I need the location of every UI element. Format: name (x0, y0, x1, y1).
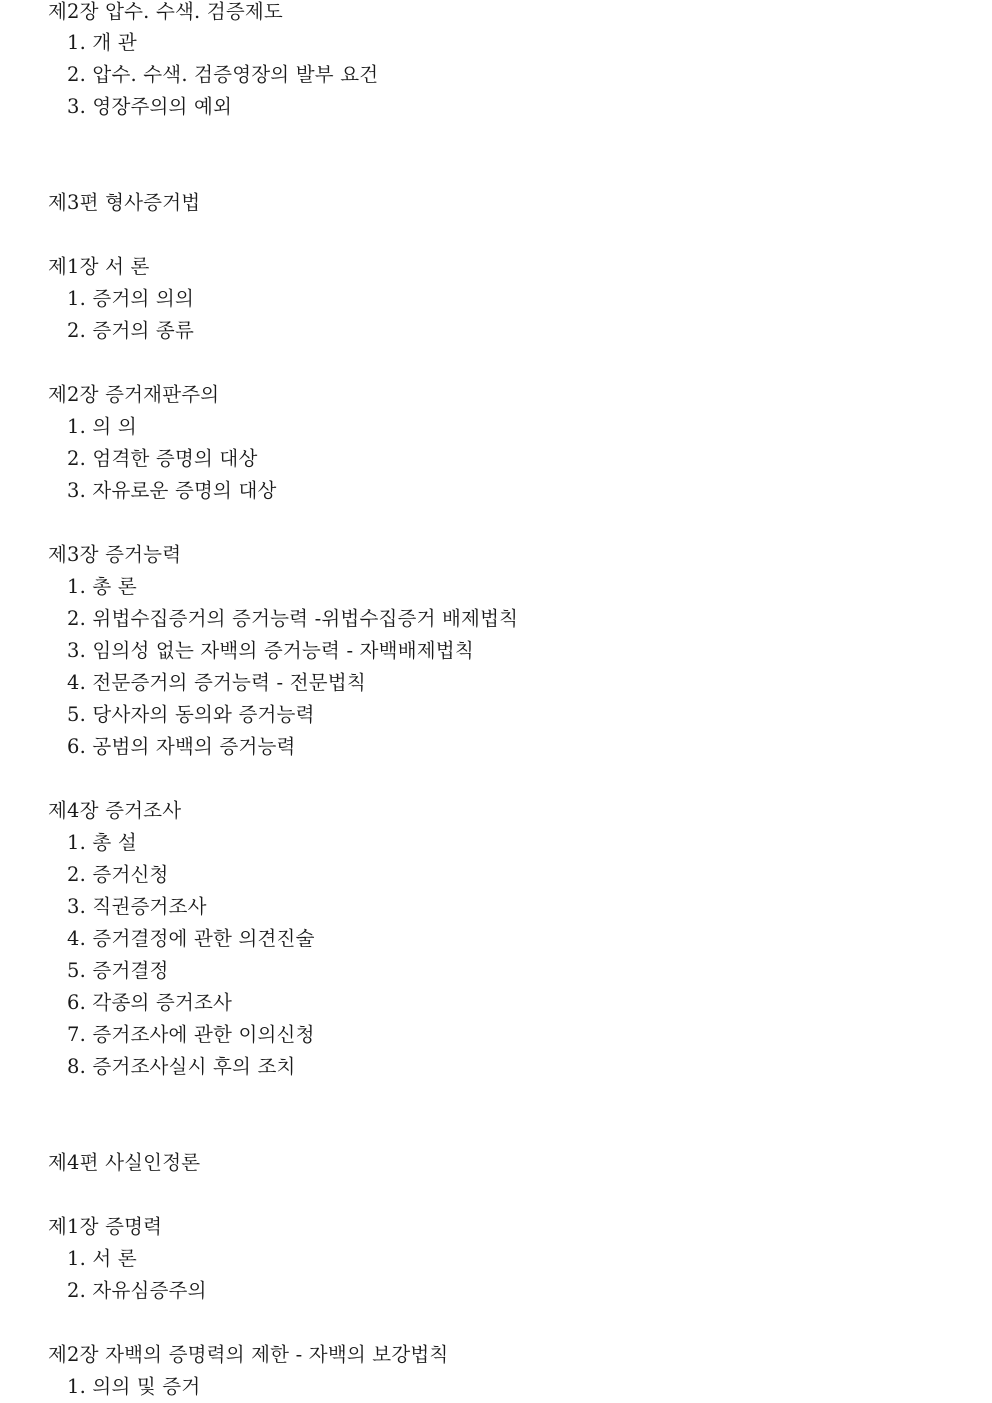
list-item: 5. 당사자의 동의와 증거능력 (67, 703, 315, 726)
list-item: 2. 자유심증주의 (67, 1279, 207, 1302)
list-item: 5. 증거결정 (67, 959, 169, 982)
list-item: 6. 각종의 증거조사 (67, 991, 233, 1014)
list-item: 1. 증거의 의의 (67, 287, 194, 310)
list-item: 2. 증거의 종류 (67, 319, 194, 342)
list-item: 8. 증거조사실시 후의 조치 (67, 1055, 296, 1078)
list-item: 3. 영장주의의 예외 (67, 95, 233, 118)
list-item: 1. 의의 및 증거 (67, 1375, 201, 1398)
list-item: 4. 증거결정에 관한 의견진술 (67, 927, 315, 950)
list-item: 1. 총 론 (67, 575, 137, 598)
list-item: 1. 개 관 (67, 31, 137, 54)
chapter-heading: 제1장 증명력 (48, 1215, 163, 1238)
list-item: 3. 임의성 없는 자백의 증거능력 - 자백배제법칙 (67, 639, 474, 662)
chapter-heading: 제2장 자백의 증명력의 제한 - 자백의 보강법칙 (48, 1343, 449, 1366)
list-item: 7. 증거조사에 관한 이의신청 (67, 1023, 315, 1046)
part-heading: 제4편 사실인정론 (48, 1151, 201, 1174)
list-item: 3. 자유로운 증명의 대상 (67, 479, 277, 502)
list-item: 2. 증거신청 (67, 863, 169, 886)
list-item: 2. 엄격한 증명의 대상 (67, 447, 258, 470)
list-item: 1. 총 설 (67, 831, 137, 854)
list-item: 1. 서 론 (67, 1247, 137, 1270)
chapter-heading: 제2장 증거재판주의 (48, 383, 220, 406)
chapter-heading: 제1장 서 론 (48, 255, 150, 278)
list-item: 1. 의 의 (67, 415, 137, 438)
part-heading: 제3편 형사증거법 (48, 191, 201, 214)
chapter-heading: 제3장 증거능력 (48, 543, 182, 566)
list-item: 4. 전문증거의 증거능력 - 전문법칙 (67, 671, 366, 694)
chapter-heading: 제4장 증거조사 (48, 799, 182, 822)
list-item: 2. 위법수집증거의 증거능력 -위법수집증거 배제법칙 (67, 607, 519, 630)
list-item: 3. 직권증거조사 (67, 895, 207, 918)
list-item: 2. 압수. 수색. 검증영장의 발부 요건 (67, 63, 379, 86)
list-item: 6. 공범의 자백의 증거능력 (67, 735, 296, 758)
chapter-heading: 제2장 압수. 수색. 검증제도 (48, 0, 283, 23)
